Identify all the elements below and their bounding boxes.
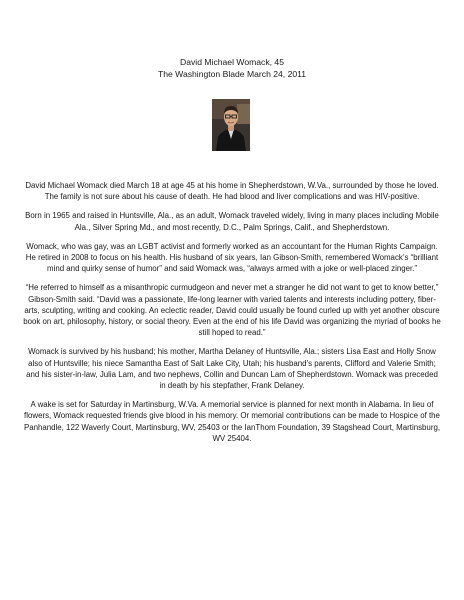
paragraph-services: A wake is set for Saturday in Martinsburg, W.Va. A memorial service is planned for next month in Alabama. In lieu of flowers, Womack requested friends give blood in his memory. Or memorial contributions can be made to Hospice of the Panhandle, 122 Waverly Court, Martinsburg, WV, 25403 or the IanThom Foundation, 39 Stagshead Court, Martinsburg, WV 25404.	[23, 400, 441, 443]
paragraph-survivors: Womack is survived by his husband; his mother, Martha Delaney of Huntsville, Ala.; sisters Lisa East and Holly Snow also of Huntsville; his niece Samantha East of Salt Lake City, Utah; his husband’s parents, Clifford and Valerie Smith; and his sister-in-law, Julia Lam, and two nephews, Collin and Duncan Lam of Shepherdstown. Womack was preceded in death by his stepfather, Frank Delaney.	[26, 347, 438, 391]
paragraph-early-life: Born in 1965 and raised in Huntsville, Ala., as an adult, Womack traveled widely, living in many places including Mobile Ala., Silver Spring Md., and most recently, D.C., Palm Springs, Calif., and Shepherdstown.	[25, 211, 439, 232]
paragraph-activism: Womack, who was gay, was an LGBT activist and formerly worked as an accountant for the Human Rights Campaign. He retired in 2008 to focus on his health. His husband of six years, Ian Gibson-Smith, remembered Womack’s “brilliant mind and quirky sense of humor” and said Womack was, “always armed with a joke or well-placed zinger.”	[25, 241, 439, 274]
paragraph-quote: “He referred to himself as a misanthropic curmudgeon and never met a stranger he did not want to get to know better,” Gibson-Smith said. “David was a passionate, life-long learner with varied talents and interests including pottery, fiber-arts, sculpting, writing and cooking. An eclectic reader, David could usually be found curled up with yet another obscure book on art, philosophy, history, or social theory. Even at the end of his life David was organizing the myriad of books he still hoped to read.”	[23, 283, 441, 338]
obituary-title: David Michael Womack, 45	[180, 57, 284, 67]
paragraph-death: David Michael Womack died March 18 at age 45 at his home in Shepherdstown, W.Va., surrounded by those he loved. The family is not sure about his cause of death. He had blood and liver complications and was HIV-positive.	[25, 181, 439, 202]
obituary-body	[22, 180, 442, 452]
portrait-photo	[212, 99, 250, 151]
obituary-header	[0, 57, 464, 80]
publication-line: The Washington Blade March 24, 2011	[157, 68, 307, 79]
